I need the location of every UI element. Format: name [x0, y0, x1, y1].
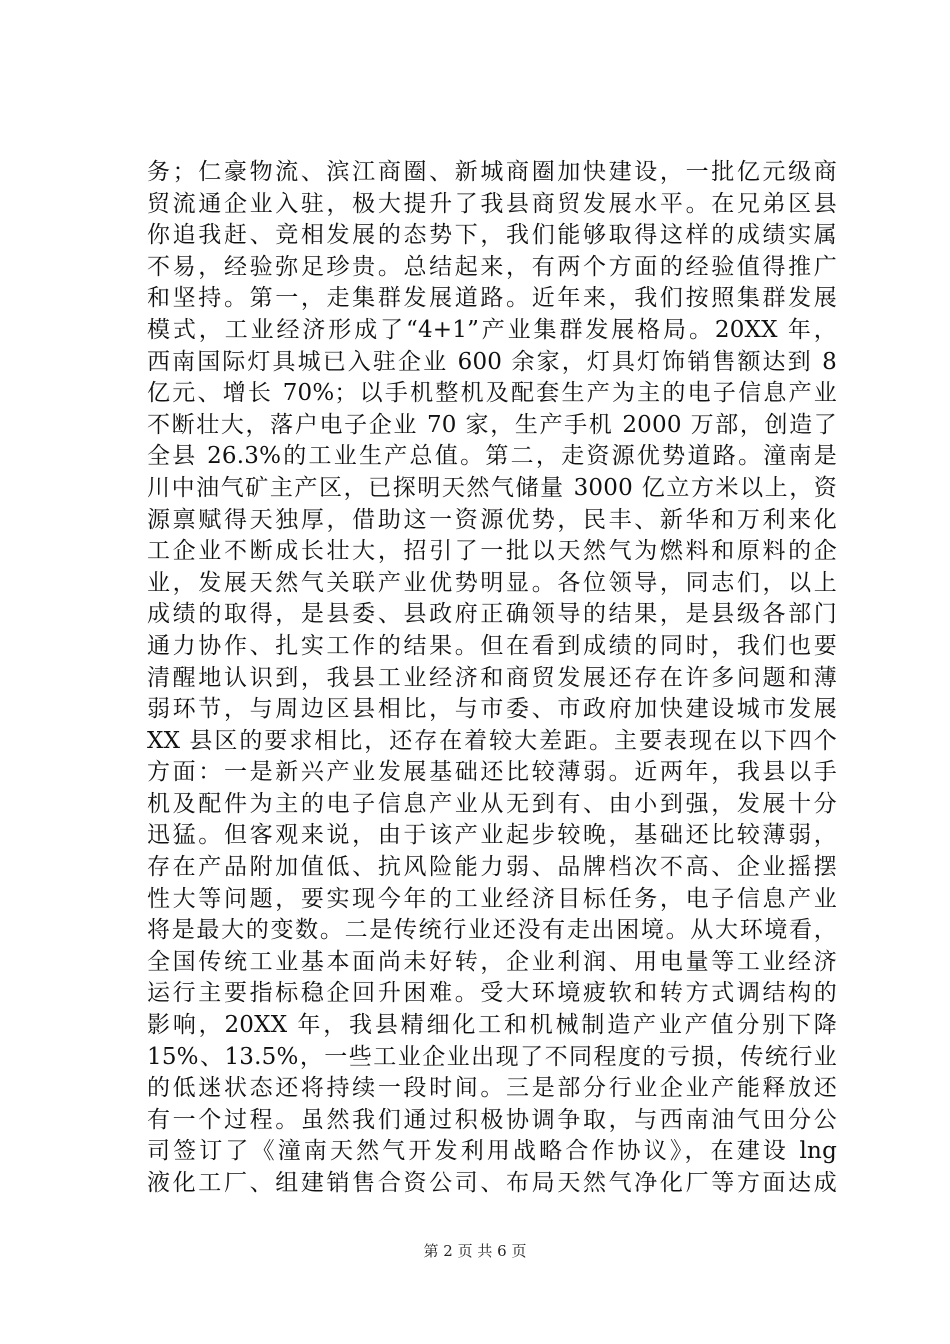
text-line: 迅猛。但客观来说，由于该产业起步较晚，基础还比较薄弱，: [147, 822, 837, 849]
text-line: 司签订了《潼南天然气开发利用战略合作协议》，在建设 lng: [147, 1138, 837, 1165]
text-line: XX 县区的要求相比，还存在着较大差距。主要表现在以下四个: [147, 727, 837, 754]
text-line: 和坚持。第一，走集群发展道路。近年来，我们按照集群发展: [147, 285, 837, 312]
text-line: 的低迷状态还将持续一段时间。三是部分行业企业产能释放还: [147, 1075, 837, 1102]
text-line: 影响，20XX 年，我县精细化工和机械制造产业产值分别下降: [147, 1012, 837, 1039]
text-line: 全国传统工业基本面尚未好转，企业利润、用电量等工业经济: [147, 948, 837, 975]
text-line: 性大等问题，要实现今年的工业经济目标任务，电子信息产业: [147, 885, 837, 912]
text-line: 亿元、增长 70%；以手机整机及配套生产为主的电子信息产业: [147, 380, 837, 407]
text-line: 务；仁豪物流、滨江商圈、新城商圈加快建设，一批亿元级商: [147, 159, 837, 185]
text-line: 川中油气矿主产区，已探明天然气储量 3000 亿立方米以上，资: [147, 474, 837, 501]
text-line: 通力协作、扎实工作的结果。但在看到成绩的同时，我们也要: [147, 632, 837, 659]
text-line: 不断壮大，落户电子企业 70 家，生产手机 2000 万部，创造了: [147, 411, 837, 438]
body-text: [147, 157, 837, 1200]
text-line: 业，发展天然气关联产业优势明显。各位领导，同志们，以上: [147, 569, 837, 596]
text-line: 存在产品附加值低、抗风险能力弱、品牌档次不高、企业摇摆: [147, 854, 837, 881]
text-line: 不易，经验弥足珍贵。总结起来，有两个方面的经验值得推广: [147, 253, 837, 280]
text-line: 运行主要指标稳企回升困难。受大环境疲软和转方式调结构的: [147, 980, 837, 1007]
text-line: 机及配件为主的电子信息产业从无到有、由小到强，发展十分: [147, 790, 837, 817]
text-line: 工企业不断成长壮大，招引了一批以天然气为燃料和原料的企: [147, 538, 837, 565]
text-line: 源禀赋得天独厚，借助这一资源优势，民丰、新华和万利来化: [147, 506, 837, 533]
text-line: 液化工厂、组建销售合资公司、布局天然气净化厂等方面达成: [147, 1170, 837, 1196]
page-number-footer: 第 2 页 共 6 页: [423, 1242, 527, 1260]
text-line: 你追我赶、竞相发展的态势下，我们能够取得这样的成绩实属: [147, 222, 837, 249]
text-line: 15%、13.5%，一些工业企业出现了不同程度的亏损，传统行业: [147, 1043, 837, 1070]
text-line: 有一个过程。虽然我们通过积极协调争取，与西南油气田分公: [147, 1106, 837, 1133]
text-line: 全县 26.3%的工业生产总值。第二，走资源优势道路。潼南是: [147, 443, 837, 470]
text-line: 成绩的取得，是县委、县政府正确领导的结果，是县级各部门: [147, 601, 837, 628]
text-line: 清醒地认识到，我县工业经济和商贸发展还存在许多问题和薄: [147, 664, 837, 691]
text-line: 将是最大的变数。二是传统行业还没有走出困境。从大环境看，: [147, 917, 837, 944]
text-line: 西南国际灯具城已入驻企业 600 余家，灯具灯饰销售额达到 8: [147, 348, 837, 375]
text-line: 弱环节，与周边区县相比，与市委、市政府加快建设城市发展: [147, 696, 837, 723]
text-line: 模式，工业经济形成了“4+1”产业集群发展格局。20XX 年，: [147, 316, 837, 343]
text-line: 方面：一是新兴产业发展基础还比较薄弱。近两年，我县以手: [147, 759, 837, 786]
text-line: 贸流通企业入驻，极大提升了我县商贸发展水平。在兄弟区县: [147, 190, 837, 217]
